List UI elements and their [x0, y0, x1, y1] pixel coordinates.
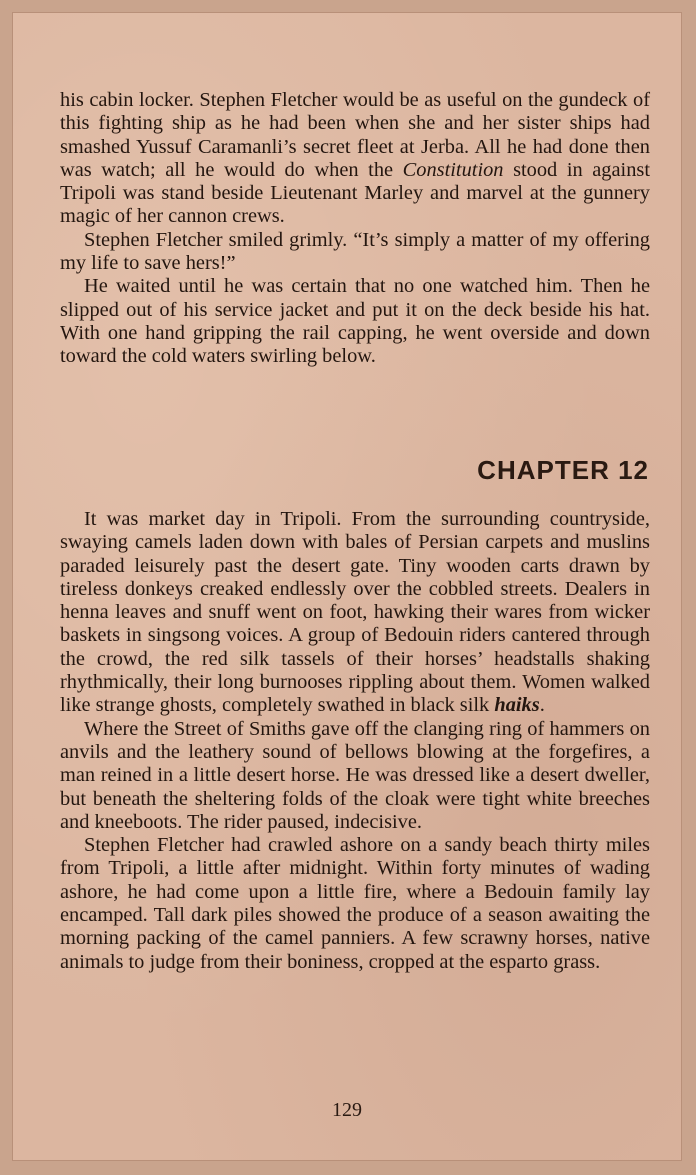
page-number: 129 [332, 1099, 362, 1121]
book-page [12, 12, 682, 1161]
chapter-heading: CHAPTER 12 [477, 455, 649, 485]
text-run: stood in against Tripoli was stand beside Lieutenant Marley and marvel at the gunnery magic of her cannon crews. [60, 158, 650, 228]
ship-name: Constitution [402, 158, 504, 181]
chapter-text-block [60, 508, 650, 974]
paragraph [60, 89, 650, 229]
text-run: . [539, 694, 545, 717]
paragraph: He waited until he was certain that no one watched him. Then he slipped out of his service jacket and put it on the deck beside his hat. With one hand gripping the rail capping, he went overside and down toward the cold waters swirling below. [60, 275, 650, 368]
paragraph: Stephen Fletcher smiled grimly. “It’s simply a matter of my offering my life to save hers!” [60, 228, 650, 275]
text-run: It was market day in Tripoli. From the surrounding countryside, swaying camels laden down with bales of Persian carpets and muslins paraded leisurely past the desert gate. Tiny wooden carts drawn by tireless donkeys creaked endlessly over the cobbled streets. Dealers in henna leaves and snuff went on foot, hawking their wares from wicker baskets in singsong voices. A group of Bedouin riders cantered through the crowd, the red silk tassels of their horses’ headstalls shaking rhythmically, their long burnooses rippling about them. Women walked like strange ghosts, completely swathed in black silk [60, 508, 650, 717]
paragraph [60, 508, 650, 718]
text-run: his cabin locker. Stephen Fletcher would be as useful on the gundeck of this fighting ship as he had been when she and her sister ships had smashed Yussuf Caramanli’s secret fleet at Jerba. All he had done then was watch; all he would do when the [60, 89, 650, 181]
continued-text-block [60, 89, 650, 369]
paragraph: Where the Street of Smiths gave off the clanging ring of hammers on anvils and the leathery sound of bellows blowing at the forgefires, a man reined in a little desert horse. He was dressed like a desert dweller, but beneath the sheltering folds of the cloak were tight white breeches and kneeboots. The rider paused, indecisive. [60, 717, 650, 833]
emphasized-word: haiks [494, 694, 540, 717]
paragraph: Stephen Fletcher had crawled ashore on a sandy beach thirty miles from Tripoli, a little after midnight. Within forty minutes of wading ashore, he had come upon a little fire, where a Bedouin family lay encamped. Tall dark piles showed the produce of a season awaiting the morning packing of the camel panniers. A few scrawny horses, native animals to judge from their boniness, cropped at the esparto grass. [60, 834, 650, 973]
